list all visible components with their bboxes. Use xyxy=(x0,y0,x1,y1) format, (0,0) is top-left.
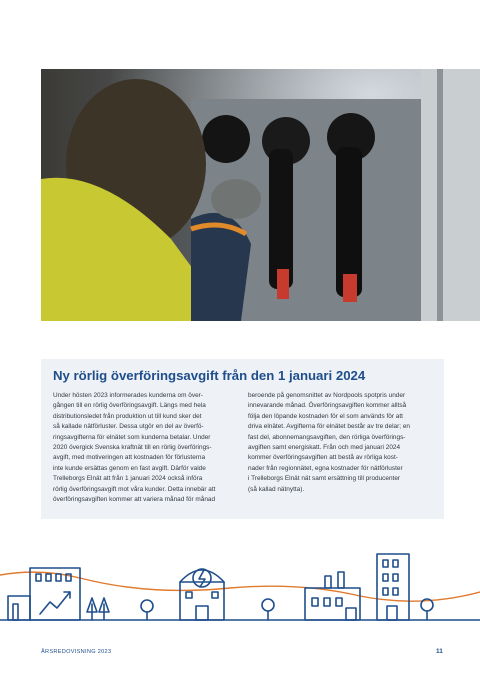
article-column-left xyxy=(53,391,236,505)
electrician-cabinet-photo xyxy=(41,69,480,321)
trend-chart-icon xyxy=(40,592,70,614)
header-photo xyxy=(41,69,480,321)
article-box xyxy=(41,359,444,519)
article-title: Ny rörlig överföringsavgift från den 1 januari 2024 xyxy=(53,368,366,383)
page-number: 11 xyxy=(436,648,443,655)
tree-icon xyxy=(87,598,153,620)
article-text-left: Under hösten 2023 informerades kunderna om över- gången till en rörlig överföringsavgift. Längs med hela distributionsledet från produktion ut till kund sker det så kallade nätförluster. Dessa utgör en del av överfö- ringsavgifterna för elnätet som kunderna betalar. Under 2020 övergick Svenska kraftnät till en rörlig överförings- avgift, med motiveringen att kostnaden för förlusterna inte kunde ersättas genom en fast avgift. Därför valde Trelleborgs Elnät att från 1 januari 2024 också införa rörlig överföringsavgift mot våra kunder. Detta innebär att överföringsavgiften kommer att variera månad för månad xyxy=(53,392,216,504)
small-building-icon xyxy=(8,596,30,620)
apartment-building-icon xyxy=(377,554,409,620)
footer-report-title: ÅRSREDOVISNING 2023 xyxy=(41,649,112,655)
power-plant-icon xyxy=(180,569,224,620)
city-illustration xyxy=(0,548,480,623)
tree-icon xyxy=(421,599,433,620)
factory-icon xyxy=(305,572,360,620)
article-column-right xyxy=(248,391,431,495)
article-text-right: beroende på genomsnittet av Nordpools spotpris under innevarande månad. Överföringsavgiften kommer alltså följa den löpande kostnaden för el som används för att driva elnätet. Avgifterna för elnätet består av tre delar; en fast del, abonnemangsavgiften, den rörliga överförings- avgiften samt energiskatt. Från och med januari 2024 kommer överföringsavgiften att bestå av rörliga kost- nader från regionnätet, egna kostnader för nätförluster i Trelleborgs Elnät nät samt ersättning till producenter (så kallad nätnytta). xyxy=(248,392,410,493)
tree-icon xyxy=(262,599,274,620)
